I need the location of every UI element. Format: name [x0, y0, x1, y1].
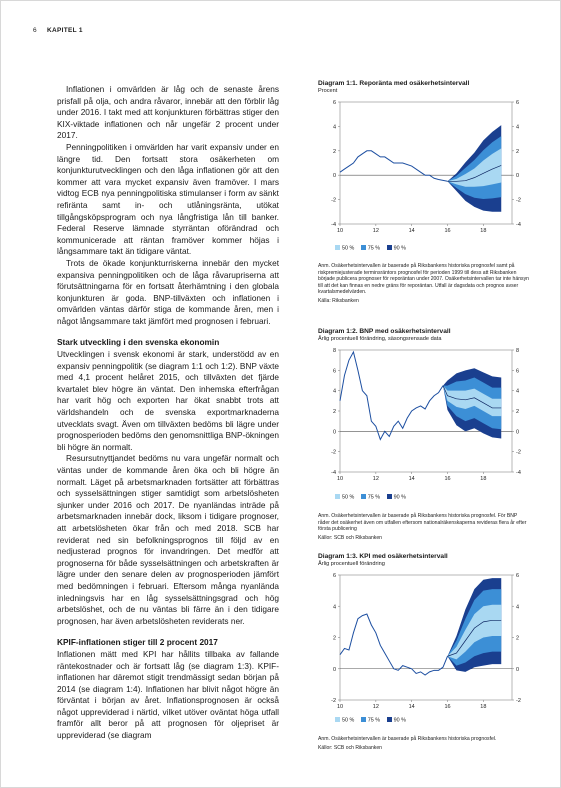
chart-2-note — [318, 513, 530, 541]
chart-block-1 — [318, 80, 530, 95]
x-tick-label: 18 — [480, 476, 487, 482]
y-tick-label: 2 — [516, 148, 520, 155]
chart-1-plot — [318, 96, 530, 236]
x-tick-label: 10 — [336, 704, 344, 710]
legend-swatch-50 — [335, 245, 340, 250]
legend-swatch-75 — [361, 717, 366, 722]
chart-2-plot — [318, 344, 530, 484]
x-tick-label: 16 — [444, 476, 451, 482]
paragraph: Resursutnyttjandet bedöms nu vara ungefär normalt och väntas under de kommande åren öka och bli högre än normalt. Läget på arbetsmarknaden fortsätter att förbättras och sysselsättningen stiger samtidigt som arbetslösheten sjunker under 2016 och 2017. De nyanländas inträde på arbetsmarknaden innebär dock, liksom i tidigare prognoser, att arbetslösheten ökar från och med 2018. SCB har reviderat ned sin befolkningsprognos till följd av en nedjusterad prognos för invandringen. Det medför att prognoserna för både sysselsättningen och arbetskraften är lägre under den senare delen av prognosperioden jämfört med bedömningen i februari. Eftersom många nyanlända inledningsvis har en låg sysselsättningsgrad och hög arbetslöshet, och de nu väntas bli färre än i den tidigare prognosen, har även arbetslösheten reviderats ner. — [57, 453, 279, 626]
chart-subtitle: Årlig procentuell förändring — [318, 561, 385, 567]
section-heading: KPIF-inflationen stiger till 2 procent 2017 — [57, 637, 218, 648]
y-tick-label: 8 — [332, 348, 336, 354]
y-tick-label: 2 — [516, 635, 520, 642]
chart-note: Anm. Osäkerhetsintervallen är baserade på Riksbankens historiska prognosfel. — [318, 736, 497, 742]
y-tick-label: 4 — [516, 388, 520, 395]
x-tick-label: 18 — [480, 228, 487, 234]
chart-block-2 — [318, 328, 530, 343]
y-tick-label: 0 — [516, 429, 520, 436]
chart-title: Diagram 1:2. BNP med osäkerhetsintervall — [318, 328, 451, 335]
legend-swatch-50 — [335, 717, 340, 722]
x-tick-label: 12 — [372, 704, 379, 710]
y-tick-label: -2 — [516, 698, 521, 704]
y-tick-label: 4 — [332, 124, 336, 131]
y-tick-label: 6 — [332, 100, 336, 106]
body-text — [57, 84, 279, 742]
chart-note: Anm. Osäkerhetsintervallen är baserade på Riksbankens historiska prognosfel samt på riskpremiejusterade terminsräntors prognosfel för perioden 1999 till dess att Riksbanken började publicera prognoser för reporäntan under 2007. Osäkerhetsintervallen tar inte hänsyn till att det kan finnas en nedre gräns för reporäntan. Utfall är dagsdata och prognos avser kvartalsmedelvärden. — [318, 263, 529, 296]
legend-label: 50 % — [342, 494, 355, 501]
legend-label: 50 % — [342, 717, 355, 724]
y-tick-label: -2 — [331, 698, 336, 704]
legend-swatch-90 — [387, 245, 392, 250]
y-tick-label: 0 — [332, 666, 336, 673]
chart-3-plot — [318, 569, 530, 712]
y-tick-label: 2 — [332, 409, 336, 415]
y-tick-label: 6 — [516, 368, 520, 375]
chapter-label: KAPITEL 1 — [47, 27, 83, 34]
legend-label: 75 % — [367, 245, 381, 252]
page-header — [33, 27, 83, 34]
x-tick-label: 10 — [336, 228, 344, 234]
legend-label: 90 % — [393, 717, 406, 724]
paragraph: Utvecklingen i svensk ekonomi är stark, understödd av en expansiv penningpolitik (se diagram 1:1 och 1:2). BNP växte med 4,1 procent helåret 2015, och tillväxten det fjärde kvartalet blev högre än väntat. Den inhemska efterfrågan har varit hög och exporten har ökat snabbt trots att världshandeln och de svenska exportmarknaderna utvecklats svagt. Även om tillväxten bedöms bli lägre under prognosperioden bedöms den genomsnittliga BNP-ökningen bli högre än normalt. — [57, 349, 279, 452]
chart-subtitle: Procent — [318, 88, 338, 94]
y-tick-label: -2 — [516, 449, 521, 456]
y-tick-label: 4 — [332, 388, 336, 395]
chart-2-legend — [330, 494, 406, 501]
x-tick-label: 18 — [480, 704, 487, 710]
y-tick-label: -2 — [331, 449, 336, 456]
y-tick-label: 2 — [332, 148, 336, 155]
legend-label: 90 % — [393, 494, 406, 501]
x-tick-label: 14 — [408, 476, 415, 482]
legend-label: 90 % — [393, 245, 406, 252]
y-tick-label: 0 — [516, 173, 520, 180]
legend-swatch-75 — [361, 494, 366, 499]
chart-3-legend — [330, 717, 406, 724]
chart-title: Diagram 1:3. KPI med osäkerhetsintervall — [318, 553, 448, 560]
chart-source: Källa: Riksbanken — [318, 297, 359, 304]
page-number: 6 — [33, 27, 37, 34]
chart-3-note — [318, 736, 530, 751]
x-tick-label: 16 — [444, 704, 451, 710]
legend-label: 50 % — [342, 245, 355, 252]
x-tick-label: 14 — [408, 704, 415, 710]
y-tick-label: 8 — [516, 348, 520, 354]
y-tick-label: -4 — [516, 222, 521, 228]
paragraph: Trots de ökade konjunkturriskerna innebär den mycket expansiva penningpolitiken och de låga råvarupriserna att förutsättningarna för en fortsatt återhämtning i den globala konjunkturen är goda. BNP-tillväxten och inflationen i omvärlden väntas därför stiga de kommande åren, men i något långsammare takt jämfört med prognosen i februari. — [57, 257, 279, 326]
legend-swatch-90 — [387, 717, 392, 722]
legend-swatch-90 — [387, 494, 392, 499]
y-tick-label: 6 — [332, 368, 336, 375]
paragraph: Penningpolitiken i omvärlden har varit expansiv under en längre tid. Den fortsatt stora osäkerheten om konjunkturutvecklingen och den låga inflationen gör att den kommer att vara mycket expansiv även framöver. I mars vidtog ECB nya penningpolitiska stimulanser i form av sänkt refiränta samt in- och utlåningsränta, utökat tillgångsköpsprogram och nya långfristiga lån till banker. Federal Reserve lämnade styrräntan oförändrad och kommunicerade att räntan framöver kommer höjas i långsammare takt än tidigare väntat. — [57, 141, 279, 257]
y-tick-label: 0 — [332, 429, 336, 436]
series-line — [340, 352, 443, 439]
y-tick-label: 4 — [332, 604, 336, 611]
chart-1-note — [318, 263, 530, 305]
x-tick-label: 16 — [444, 228, 451, 234]
y-tick-label: 6 — [516, 100, 520, 106]
legend-label: 75 % — [367, 494, 381, 501]
paragraph: Inflationen mätt med KPI har hållits tillbaka av fallande räntekostnader och är fortsatt låg (se diagram 1:3). KPIF-inflationen har däremot stigit trendmässigt sedan början på 2014 (se diagram 1:4). Inflationen har blivit något högre än förväntat i början av året. Inflationsprognosen är också något uppreviderad i närtid, vilket utöver oväntat höga utfall framför allt beror på att prognosen för oljepriset är uppreviderad (se diagram — [57, 648, 279, 741]
y-tick-label: -2 — [516, 197, 521, 204]
chart-title: Diagram 1:1. Reporänta med osäkerhetsintervall — [318, 80, 470, 87]
section-heading: Stark utveckling i den svenska ekonomin — [57, 337, 220, 348]
chart-block-3 — [318, 553, 530, 568]
y-tick-label: -4 — [331, 222, 336, 228]
series-line — [340, 614, 448, 675]
legend-swatch-75 — [361, 245, 366, 250]
chart-source: Källor: SCB och Riksbanken — [318, 534, 382, 541]
x-tick-label: 10 — [336, 476, 344, 482]
chart-source: Källor: SCB och Riksbanken — [318, 744, 382, 751]
y-tick-label: 6 — [516, 573, 520, 579]
chart-1-legend — [330, 245, 406, 252]
y-tick-label: -4 — [516, 470, 521, 476]
y-tick-label: -4 — [331, 470, 336, 476]
y-tick-label: 4 — [516, 604, 520, 611]
y-tick-label: 0 — [516, 666, 520, 673]
chart-subtitle: Årlig procentuell förändring, säsongsrensade data — [318, 336, 442, 342]
x-tick-label: 12 — [372, 476, 379, 482]
y-tick-label: 2 — [332, 635, 336, 642]
paragraph: Inflationen i omvärlden är låg och de senaste årens prisfall på olja, och andra råvaror, innebär att den förblir låg under 2016. I takt med att konjunkturen förbättras stiger den KIX-viktade inflationen och når ungefär 2 procent under 2017. — [57, 84, 279, 141]
x-tick-label: 14 — [408, 228, 415, 234]
y-tick-label: 4 — [516, 124, 520, 131]
y-tick-label: 0 — [332, 173, 336, 180]
y-tick-label: -2 — [331, 197, 336, 204]
y-tick-label: 2 — [516, 409, 520, 415]
legend-swatch-50 — [335, 494, 340, 499]
series-line — [340, 151, 448, 182]
y-tick-label: 6 — [332, 573, 336, 579]
x-tick-label: 12 — [372, 228, 379, 234]
legend-label: 75 % — [367, 717, 381, 724]
chart-note: Anm. Osäkerhetsintervallen är baserade på Riksbankens historiska prognosfel. För BNP råder det osäkerhet även om utfallen eftersom nationalräkenskaperna revideras flera år efter första publicering — [318, 513, 527, 533]
